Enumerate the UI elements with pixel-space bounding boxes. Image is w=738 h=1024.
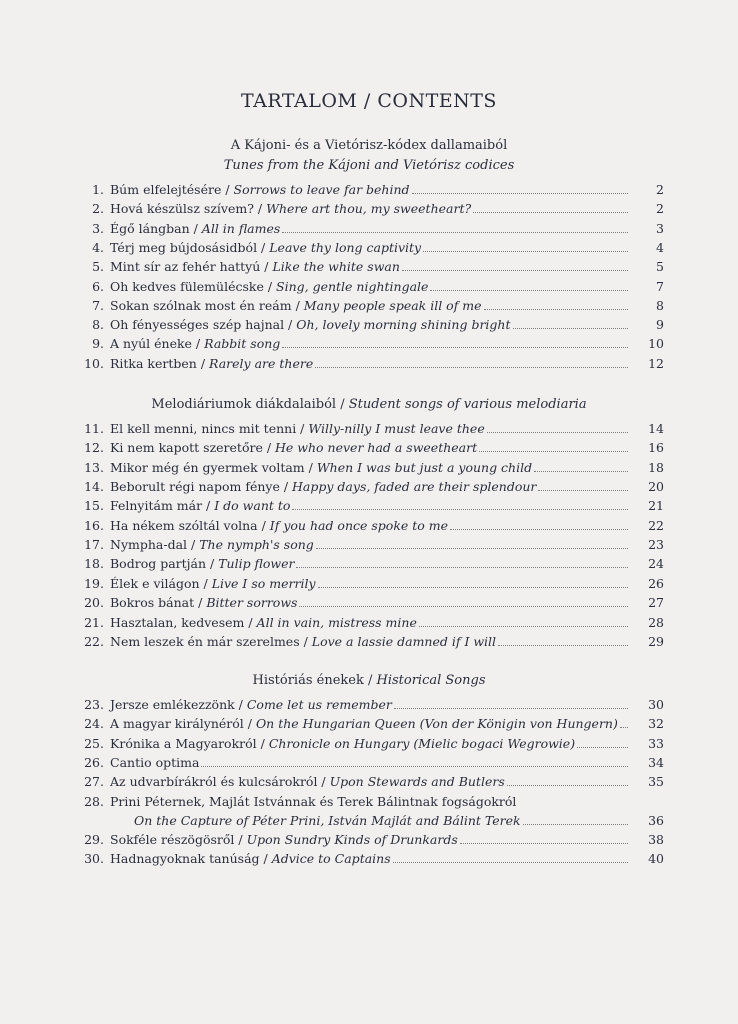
entry-title	[110, 535, 314, 555]
entry-title-en: All in flames	[201, 220, 281, 236]
toc-entry	[80, 632, 664, 652]
entry-page-number: 5	[656, 259, 664, 275]
section-heading-hu: Históriás énekek /	[252, 673, 377, 688]
toc-entry	[80, 277, 664, 297]
toc-entry	[80, 753, 664, 773]
dot-leader	[402, 269, 628, 271]
dot-leader	[577, 746, 628, 748]
entry-number: 21.	[84, 614, 104, 630]
entry-title-hu: Nem leszek én már szerelmes /	[110, 633, 312, 649]
entry-number: 28.	[84, 793, 104, 809]
dot-leader	[450, 528, 628, 530]
dot-leader	[299, 605, 628, 607]
entry-number: 11.	[84, 421, 104, 436]
dot-leader	[620, 726, 628, 728]
entry-page-number: 26	[648, 575, 664, 591]
entry-number: 4.	[92, 239, 104, 255]
entry-title-hu: Égő lángban /	[110, 220, 202, 236]
entry-page-number: 24	[648, 556, 664, 572]
entry-page-number: 33	[648, 735, 664, 751]
toc-entry	[80, 180, 664, 200]
page-title: TARTALOM / CONTENTS	[241, 90, 497, 112]
entry-page-number: 34	[648, 754, 664, 770]
entry-title-en: Oh, lovely morning shining bright	[296, 317, 511, 333]
entry-number: 17.	[84, 537, 104, 553]
entry-number: 25.	[84, 735, 104, 751]
dot-leader	[201, 765, 628, 767]
entry-title-en: Come let us remember	[246, 697, 392, 712]
entry-title-en: All in vain, mistress mine	[256, 614, 417, 630]
entry-title	[110, 277, 428, 297]
entry-title-en: Live I so merrily	[211, 575, 316, 591]
entry-title-hu: Jersze emlékezzönk /	[110, 697, 247, 712]
toc-entry	[80, 849, 664, 869]
entry-page-number: 35	[648, 774, 664, 790]
entry-title-en: Rarely are there	[209, 355, 314, 371]
dot-leader	[292, 508, 628, 510]
section-heading-en: Historical Songs	[376, 673, 486, 688]
dot-leader	[282, 231, 628, 233]
entry-title-en: Advice to Captains	[271, 851, 391, 867]
entry-page-number: 40	[648, 851, 664, 867]
entry-title-hu: A magyar királynéról /	[110, 716, 256, 732]
section-heading-hu: A Kájoni- és a Vietórisz-kódex dallamaiból	[230, 138, 508, 153]
toc-entry	[80, 695, 664, 715]
dot-leader	[296, 566, 628, 568]
dot-leader	[534, 470, 628, 472]
entry-page-number: 2	[656, 201, 664, 217]
entry-page-number: 27	[648, 595, 664, 611]
entry-number: 10.	[84, 355, 104, 371]
entry-title-en: Chronicle on Hungary (Mielic bogaci Wegrowie)	[268, 735, 576, 751]
entry-title-en: Leave thy long captivity	[269, 239, 422, 255]
entry-title-hu: Prini Péternek, Majlát Istvánnak és Terek Bálintnak fogságokról	[110, 793, 517, 809]
entry-page-number: 14	[648, 421, 664, 436]
entry-page-number: 7	[656, 278, 664, 294]
entry-title	[110, 792, 516, 812]
entry-title	[110, 830, 458, 850]
entry-title-hu: Hasztalan, kedvesem /	[110, 614, 257, 630]
section-heading-hu: Melodiáriumok diákdalaiból /	[151, 397, 349, 412]
section-heading-melodiaria	[0, 395, 738, 415]
entry-title-hu: Ki nem kapott szeretőre /	[110, 440, 276, 456]
entry-number: 6.	[92, 278, 104, 294]
entry-title	[134, 811, 521, 831]
entry-title	[110, 593, 297, 613]
entry-number: 14.	[84, 479, 104, 495]
entry-title-en: Like the white swan	[272, 259, 400, 275]
entry-title-hu: Nympha-dal /	[110, 537, 200, 553]
entry-page-number: 4	[656, 239, 664, 255]
entry-page-number: 2	[656, 182, 664, 197]
entry-number: 22.	[84, 633, 104, 649]
entry-page-number: 30	[648, 697, 664, 712]
dot-leader	[430, 289, 628, 291]
entry-title	[110, 257, 400, 277]
section-heading-historical	[0, 671, 738, 691]
toc-entry	[80, 516, 664, 536]
entry-page-number: 18	[648, 459, 664, 475]
toc-entry	[80, 354, 664, 374]
dot-leader	[523, 823, 628, 825]
toc-entry	[80, 554, 664, 574]
entry-page-number: 32	[648, 716, 664, 732]
entry-title-en: Rabbit song	[204, 336, 281, 352]
entry-title-en: Upon Sundry Kinds of Drunkards	[246, 832, 458, 848]
entry-page-number: 9	[656, 317, 664, 333]
entry-title-hu: Oh fényességes szép hajnal /	[110, 317, 297, 333]
toc-entry	[80, 257, 664, 277]
entry-title-en: If you had once spoke to me	[269, 517, 449, 533]
entry-title-en: On the Capture of Péter Prini, István Majlát and Bálint Terek	[134, 812, 521, 828]
entry-title-hu: Élek e világon /	[110, 575, 212, 591]
entry-title-hu: Beborult régi napom fénye /	[110, 479, 293, 495]
toc-entry	[80, 811, 664, 831]
toc-entry	[80, 477, 664, 497]
dot-leader	[316, 547, 628, 549]
toc-entry	[80, 315, 664, 335]
entry-title-hu: Cantio optima	[110, 754, 200, 770]
entry-title	[110, 180, 410, 200]
entry-title	[110, 753, 199, 773]
dot-leader	[473, 211, 628, 213]
toc-entry	[80, 496, 664, 516]
entry-title-hu: Mikor még én gyermek voltam /	[110, 459, 317, 475]
entry-title	[110, 632, 496, 652]
entry-number: 24.	[84, 716, 104, 732]
entry-title	[110, 554, 294, 574]
entry-number: 15.	[84, 498, 104, 514]
entry-number: 5.	[92, 259, 104, 275]
entry-title-en: Tulip flower	[218, 556, 295, 572]
entry-title	[110, 438, 477, 458]
dot-leader	[318, 586, 628, 588]
toc-entry	[80, 419, 664, 439]
entry-title-en: Sorrows to leave far behind	[233, 182, 410, 197]
entry-title	[110, 458, 532, 478]
entry-title	[110, 199, 471, 219]
toc-entry	[80, 714, 664, 734]
entry-title-hu: Hadnagyoknak tanúság /	[110, 851, 272, 867]
entry-page-number: 3	[656, 220, 664, 236]
entry-title-en: The nymph's song	[199, 537, 314, 553]
entry-number: 9.	[92, 336, 104, 352]
dot-leader	[412, 192, 628, 194]
entry-number: 29.	[84, 832, 104, 848]
dot-leader	[394, 707, 628, 709]
entry-title-en: Willy-nilly I must leave thee	[308, 421, 485, 436]
toc-entry	[80, 438, 664, 458]
dot-leader	[513, 327, 628, 329]
entry-title-hu: Búm elfelejtésére /	[110, 182, 234, 197]
dot-leader	[423, 250, 628, 252]
dot-leader	[518, 804, 628, 805]
entry-number: 26.	[84, 754, 104, 770]
entry-title-hu: Sokan szólnak most én reám /	[110, 297, 304, 313]
entry-title-hu: Mint sír az fehér hattyú /	[110, 259, 273, 275]
dot-leader	[487, 431, 628, 433]
entry-title	[110, 219, 280, 239]
entry-title-en: When I was but just a young child	[316, 459, 533, 475]
entry-title-hu: A nyúl éneke /	[110, 336, 205, 352]
entry-number: 12.	[84, 440, 104, 456]
entry-number: 30.	[84, 851, 104, 867]
entry-title	[110, 334, 280, 354]
entry-title	[110, 714, 618, 734]
section-heading-en: Student songs of various melodiaria	[348, 397, 587, 412]
entry-title	[110, 516, 448, 536]
entry-number: 7.	[92, 297, 104, 313]
entry-title-hu: Ritka kertben /	[110, 355, 210, 371]
entry-title-hu: Hová készülsz szívem? /	[110, 201, 267, 217]
entry-page-number: 36	[648, 812, 664, 828]
toc-entry	[80, 830, 664, 850]
toc-entry	[80, 334, 664, 354]
dot-leader	[460, 842, 628, 844]
toc-entry	[80, 574, 664, 594]
entry-title	[110, 849, 391, 869]
toc-entry	[80, 772, 664, 792]
entry-title-hu: El kell menni, nincs mit tenni /	[110, 421, 309, 436]
entry-page-number: 20	[648, 479, 664, 495]
entry-number: 13.	[84, 459, 104, 475]
dot-leader	[498, 644, 628, 646]
entry-page-number: 12	[648, 355, 664, 371]
toc-entry	[80, 792, 664, 812]
entry-title	[110, 734, 575, 754]
entry-title-en: Sing, gentle nightingale	[276, 278, 429, 294]
entry-title-en: Upon Stewards and Butlers	[329, 774, 505, 790]
entry-title-hu: Bokros bánat /	[110, 595, 207, 611]
entry-page-number: 21	[648, 498, 664, 514]
entry-number: 20.	[84, 595, 104, 611]
entry-title	[110, 296, 482, 316]
entry-title	[110, 419, 485, 439]
section-heading-en: Tunes from the Kájoni and Vietórisz codices	[223, 158, 515, 173]
entry-title	[110, 354, 313, 374]
toc-entry	[80, 734, 664, 754]
entry-page-number: 22	[648, 517, 664, 533]
entry-number: 8.	[92, 317, 104, 333]
entry-title-en: Love a lassie damned if I will	[311, 633, 497, 649]
entry-title-en: Happy days, faded are their splendour	[292, 479, 537, 495]
entry-title-en: On the Hungarian Queen (Von der Königin von Hungern)	[255, 716, 618, 732]
toc-entry	[80, 593, 664, 613]
entry-page-number: 23	[648, 537, 664, 553]
entry-title-hu: Krónika a Magyarokról /	[110, 735, 269, 751]
entry-title-en: Where art thou, my sweetheart?	[266, 201, 472, 217]
entry-title-en: Bitter sorrows	[206, 595, 298, 611]
dot-leader	[315, 366, 628, 368]
toc-entry	[80, 238, 664, 258]
entry-page-number: 29	[648, 633, 664, 649]
entry-title-hu: Felnyitám már /	[110, 498, 215, 514]
entry-title-hu: Ha nékem szóltál volna /	[110, 517, 270, 533]
entry-number: 1.	[92, 182, 104, 197]
entry-title	[110, 477, 536, 497]
toc-entry	[80, 199, 664, 219]
entry-title	[110, 772, 505, 792]
entry-page-number: 10	[648, 336, 664, 352]
entry-page-number: 28	[648, 614, 664, 630]
entry-title	[110, 496, 290, 516]
entry-page-number: 16	[648, 440, 664, 456]
entry-title	[110, 238, 421, 258]
entry-number: 3.	[92, 220, 104, 236]
entry-title-hu: Bodrog partján /	[110, 556, 219, 572]
entry-number: 2.	[92, 201, 104, 217]
entry-number: 27.	[84, 774, 104, 790]
entry-page-number: 8	[656, 297, 664, 313]
entry-title-hu: Az udvarbírákról és kulcsárokról /	[110, 774, 330, 790]
entry-title	[110, 613, 417, 633]
entry-title	[110, 695, 392, 715]
entry-title-hu: Sokféle részögösről /	[110, 832, 247, 848]
toc-entry	[80, 613, 664, 633]
toc-entry	[80, 535, 664, 555]
dot-leader	[507, 784, 628, 786]
entry-title-en: Many people speak ill of me	[303, 297, 482, 313]
entry-title-en: He who never had a sweetheart	[275, 440, 478, 456]
toc-entry	[80, 219, 664, 239]
entry-page-number: 38	[648, 832, 664, 848]
entry-number: 18.	[84, 556, 104, 572]
dot-leader	[484, 308, 628, 310]
dot-leader	[282, 346, 628, 348]
entry-title	[110, 574, 316, 594]
dot-leader	[393, 861, 628, 863]
section-heading-codices	[0, 136, 738, 176]
entry-title-hu: Oh kedves fülemülécske /	[110, 278, 277, 294]
toc-entry	[80, 296, 664, 316]
entry-title-en: I do want to	[214, 498, 291, 514]
entry-number: 19.	[84, 575, 104, 591]
entry-number: 16.	[84, 517, 104, 533]
entry-title	[110, 315, 511, 335]
entry-number: 23.	[84, 697, 104, 712]
dot-leader	[419, 625, 628, 627]
toc-entry	[80, 458, 664, 478]
dot-leader	[479, 450, 628, 452]
dot-leader	[538, 489, 628, 491]
entry-title-hu: Térj meg bújdosásidból /	[110, 239, 270, 255]
